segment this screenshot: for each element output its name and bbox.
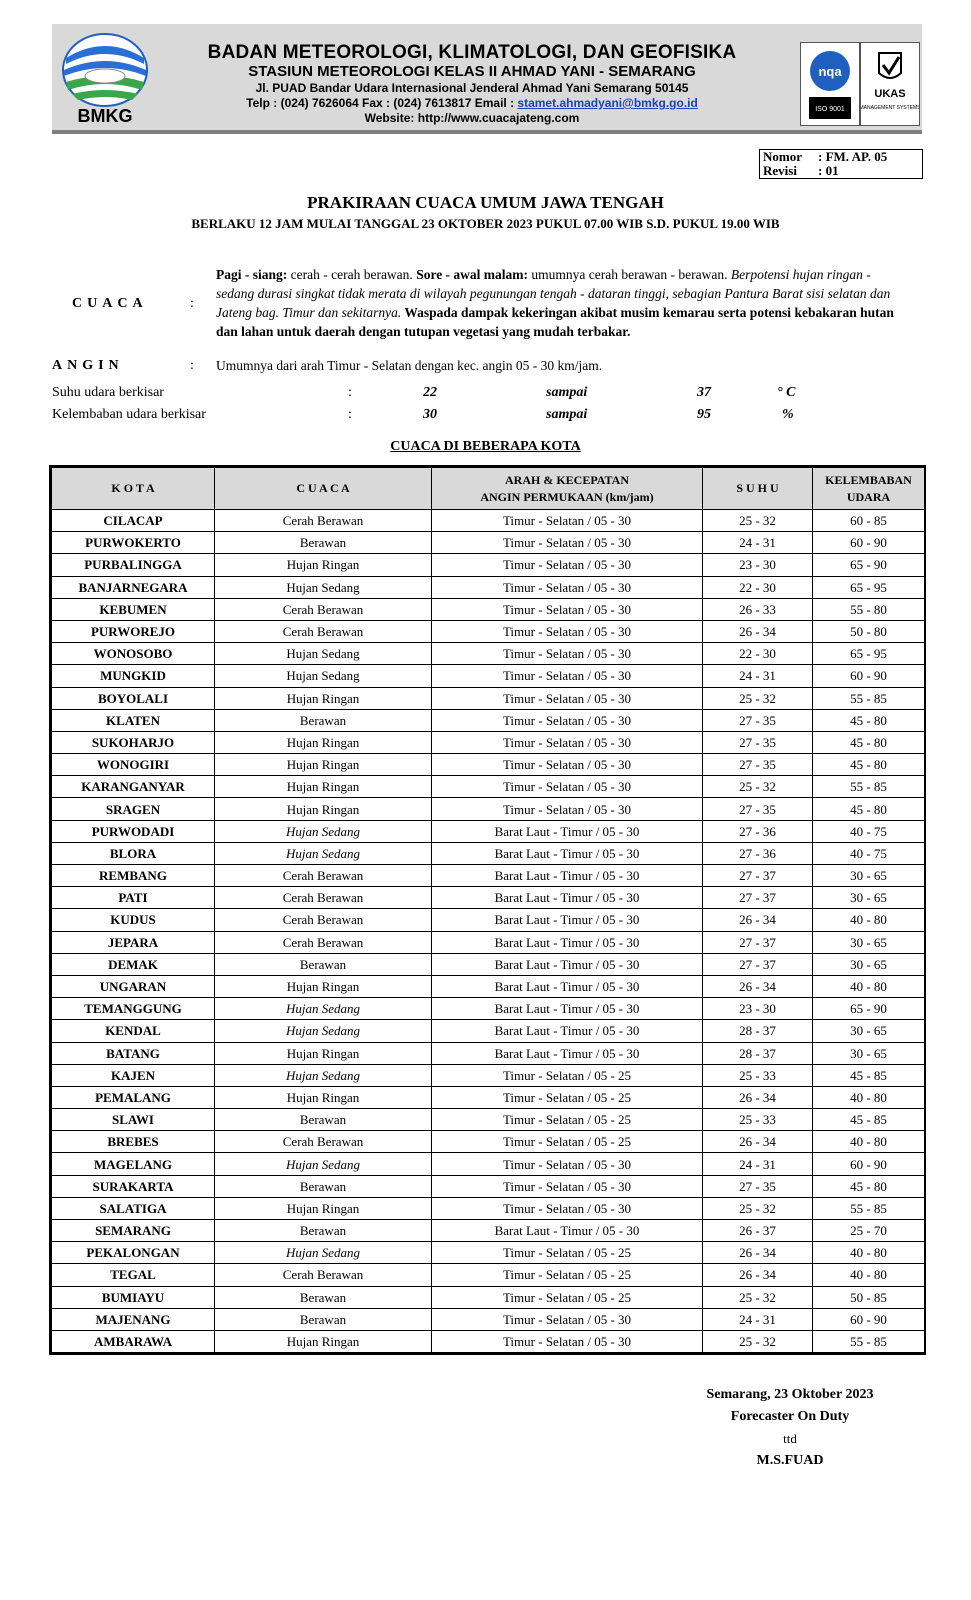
city-name: PURWODADI: [52, 820, 215, 842]
weather-condition: Hujan Sedang: [215, 665, 432, 687]
humidity-range: 30 - 65: [813, 1020, 925, 1042]
city-name: PATI: [52, 887, 215, 909]
nqa-text: nqa: [818, 64, 842, 79]
humidity-range: 55 - 85: [813, 776, 925, 798]
humidity-range: 30 - 65: [813, 865, 925, 887]
humidity-range: 40 - 80: [813, 1264, 925, 1286]
table-row: [52, 1042, 925, 1064]
temperature-range: 22 - 30: [703, 576, 813, 598]
humidity-range: 55 - 85: [813, 1330, 925, 1352]
wind-direction-speed: Timur - Selatan / 05 - 25: [432, 1086, 703, 1108]
city-name: MAGELANG: [52, 1153, 215, 1175]
weather-condition: Berawan: [215, 953, 432, 975]
humidity-range: 60 - 90: [813, 532, 925, 554]
table-row: [52, 598, 925, 620]
city-name: BLORA: [52, 842, 215, 864]
wind-direction-speed: Barat Laut - Timur / 05 - 30: [432, 865, 703, 887]
table-row: [52, 1020, 925, 1042]
cuaca-label: CUACA: [72, 296, 148, 311]
revisi-value: : 01: [818, 163, 839, 178]
humidity-range: 45 - 85: [813, 1109, 925, 1131]
city-weather-table: [49, 465, 926, 1355]
wind-direction-speed: Timur - Selatan / 05 - 30: [432, 798, 703, 820]
table-row: [52, 931, 925, 953]
rain-potential-text: Berpotensi hujan ringan - sedang durasi singkat tidak merata di wilayah pegunungan tengah - dataran tinggi, sebagian Pantura Barat sisi selatan dan Jateng bag. Timur dan sekitarnya.: [216, 267, 891, 320]
document-reference-box: [759, 149, 923, 179]
weather-condition: Cerah Berawan: [215, 1131, 432, 1153]
wind-direction-speed: Timur - Selatan / 05 - 30: [432, 620, 703, 642]
bmkg-logo-text: BMKG: [77, 106, 133, 126]
city-name: MUNGKID: [52, 665, 215, 687]
temperature-range: 27 - 37: [703, 931, 813, 953]
pagi-siang-text: cerah - cerah berawan.: [287, 267, 417, 282]
drought-warning-text: Waspada dampak kekeringan akibat musim kemarau serta potensi kebakaran hutan dan lahan untuk daerah dengan tutupan vegetasi yang mudah terbakar.: [216, 305, 894, 339]
table-row: [52, 887, 925, 909]
kelembaban-sampai: sampai: [546, 407, 588, 422]
suhu-sampai: sampai: [546, 385, 588, 400]
validity-period: BERLAKU 12 JAM MULAI TANGGAL 23 OKTOBER 2023 PUKUL 07.00 WIB S.D. PUKUL 19.00 WIB: [191, 216, 780, 231]
wind-direction-speed: Barat Laut - Timur / 05 - 30: [432, 975, 703, 997]
table-row: [52, 1109, 925, 1131]
city-name: PEKALONGAN: [52, 1242, 215, 1264]
humidity-range: 50 - 85: [813, 1286, 925, 1308]
temperature-range: 26 - 34: [703, 1131, 813, 1153]
weather-condition: Cerah Berawan: [215, 1264, 432, 1286]
temperature-range: 25 - 32: [703, 1330, 813, 1352]
weather-condition: Cerah Berawan: [215, 909, 432, 931]
temperature-range: 24 - 31: [703, 1153, 813, 1175]
nomor-label: Nomor: [763, 149, 802, 164]
temperature-range: 24 - 31: [703, 665, 813, 687]
ukas-certificate-icon: [860, 42, 920, 126]
city-name: SLAWI: [52, 1109, 215, 1131]
table-row: [52, 510, 925, 532]
weather-condition: Berawan: [215, 709, 432, 731]
humidity-range: 45 - 80: [813, 754, 925, 776]
suhu-label: Suhu udara berkisar: [52, 385, 164, 400]
city-name: BANJARNEGARA: [52, 576, 215, 598]
wind-direction-speed: Barat Laut - Timur / 05 - 30: [432, 953, 703, 975]
weather-condition: Berawan: [215, 1175, 432, 1197]
humidity-range: 40 - 80: [813, 1131, 925, 1153]
humidity-range: 60 - 90: [813, 1153, 925, 1175]
table-row: [52, 798, 925, 820]
weather-condition: Hujan Sedang: [215, 842, 432, 864]
table-row: [52, 820, 925, 842]
temperature-range: 27 - 37: [703, 865, 813, 887]
temperature-range: 27 - 35: [703, 754, 813, 776]
city-name: KENDAL: [52, 1020, 215, 1042]
wind-direction-speed: Barat Laut - Timur / 05 - 30: [432, 931, 703, 953]
temperature-range: 26 - 34: [703, 1086, 813, 1108]
city-name: MAJENANG: [52, 1308, 215, 1330]
table-row: [52, 842, 925, 864]
humidity-range: 60 - 90: [813, 1308, 925, 1330]
weather-condition: Hujan Sedang: [215, 820, 432, 842]
wind-direction-speed: Timur - Selatan / 05 - 30: [432, 554, 703, 576]
table-row: [52, 754, 925, 776]
humidity-range: 40 - 75: [813, 842, 925, 864]
wind-direction-speed: Barat Laut - Timur / 05 - 30: [432, 887, 703, 909]
city-name: TEMANGGUNG: [52, 998, 215, 1020]
temperature-range: 25 - 32: [703, 687, 813, 709]
humidity-range: 55 - 85: [813, 1197, 925, 1219]
weather-condition: Berawan: [215, 1220, 432, 1242]
temperature-range: 27 - 35: [703, 709, 813, 731]
temperature-range: 25 - 33: [703, 1064, 813, 1086]
wind-direction-speed: Timur - Selatan / 05 - 25: [432, 1286, 703, 1308]
wind-direction-speed: Timur - Selatan / 05 - 30: [432, 1153, 703, 1175]
weather-condition: Cerah Berawan: [215, 887, 432, 909]
table-row: [52, 665, 925, 687]
wind-direction-speed: Barat Laut - Timur / 05 - 30: [432, 1220, 703, 1242]
temperature-range: 28 - 37: [703, 1042, 813, 1064]
humidity-range: 30 - 65: [813, 953, 925, 975]
wind-direction-speed: Timur - Selatan / 05 - 30: [432, 1175, 703, 1197]
letterhead: [52, 24, 922, 134]
wind-direction-speed: Timur - Selatan / 05 - 25: [432, 1064, 703, 1086]
wind-direction-speed: Barat Laut - Timur / 05 - 30: [432, 998, 703, 1020]
table-row: [52, 1086, 925, 1108]
table-row: [52, 620, 925, 642]
temperature-range: 25 - 33: [703, 1109, 813, 1131]
weather-condition: Cerah Berawan: [215, 510, 432, 532]
city-name: PURWOKERTO: [52, 532, 215, 554]
table-row: [52, 643, 925, 665]
temperature-range: 27 - 35: [703, 1175, 813, 1197]
signature-block: [680, 1384, 900, 1472]
weather-condition: Hujan Sedang: [215, 643, 432, 665]
wind-direction-speed: Timur - Selatan / 05 - 30: [432, 1330, 703, 1352]
temperature-range: 26 - 37: [703, 1220, 813, 1242]
table-row: [52, 776, 925, 798]
temperature-range: 22 - 30: [703, 643, 813, 665]
weather-condition: Hujan Ringan: [215, 731, 432, 753]
humidity-range: 45 - 80: [813, 798, 925, 820]
weather-condition: Hujan Ringan: [215, 754, 432, 776]
city-name: TEGAL: [52, 1264, 215, 1286]
ttd-mark: ttd: [783, 1431, 797, 1446]
wind-direction-speed: Timur - Selatan / 05 - 30: [432, 665, 703, 687]
wind-direction-speed: Timur - Selatan / 05 - 30: [432, 532, 703, 554]
wind-direction-speed: Timur - Selatan / 05 - 30: [432, 1308, 703, 1330]
table-row: [52, 576, 925, 598]
table-row: [52, 1220, 925, 1242]
humidity-range: 40 - 80: [813, 975, 925, 997]
city-name: SEMARANG: [52, 1220, 215, 1242]
weather-condition: Berawan: [215, 1286, 432, 1308]
humidity-range: 45 - 85: [813, 1064, 925, 1086]
wind-direction-speed: Timur - Selatan / 05 - 30: [432, 754, 703, 776]
weather-condition: Berawan: [215, 1109, 432, 1131]
table-row: [52, 975, 925, 997]
temperature-range: 26 - 34: [703, 909, 813, 931]
temperature-range: 26 - 34: [703, 975, 813, 997]
table-row: [52, 865, 925, 887]
wind-direction-speed: Barat Laut - Timur / 05 - 30: [432, 1042, 703, 1064]
temperature-range: 27 - 36: [703, 820, 813, 842]
city-name: WONOGIRI: [52, 754, 215, 776]
weather-condition: Hujan Sedang: [215, 576, 432, 598]
temperature-range: 27 - 35: [703, 731, 813, 753]
humidity-range: 45 - 80: [813, 1175, 925, 1197]
city-name: SRAGEN: [52, 798, 215, 820]
wind-direction-speed: Timur - Selatan / 05 - 25: [432, 1131, 703, 1153]
weather-condition: Cerah Berawan: [215, 931, 432, 953]
weather-condition: Hujan Sedang: [215, 1153, 432, 1175]
city-name: SALATIGA: [52, 1197, 215, 1219]
temperature-range: 24 - 31: [703, 1308, 813, 1330]
angin-description: Umumnya dari arah Timur - Selatan dengan kec. angin 05 - 30 km/jam.: [216, 358, 603, 373]
nqa-iso-certificate-icon: [800, 42, 860, 126]
wind-direction-speed: Barat Laut - Timur / 05 - 30: [432, 909, 703, 931]
city-name: SURAKARTA: [52, 1175, 215, 1197]
angin-label: ANGIN: [52, 358, 124, 373]
table-row: [52, 1175, 925, 1197]
header-angin-line2: ANGIN PERMUKAAN (km/jam): [480, 489, 654, 504]
city-name: WONOSOBO: [52, 643, 215, 665]
wind-direction-speed: Timur - Selatan / 05 - 30: [432, 709, 703, 731]
city-name: UNGARAN: [52, 975, 215, 997]
humidity-range: 65 - 90: [813, 998, 925, 1020]
city-name: JEPARA: [52, 931, 215, 953]
city-name: BREBES: [52, 1131, 215, 1153]
forecaster-name: M.S.FUAD: [756, 1453, 824, 1468]
humidity-range: 50 - 80: [813, 620, 925, 642]
agency-name: BADAN METEOROLOGI, KLIMATOLOGI, DAN GEOFISIKA: [207, 42, 737, 63]
header-cuaca: C U A C A: [215, 468, 432, 510]
station-name: STASIUN METEOROLOGI KELAS II AHMAD YANI - SEMARANG: [248, 63, 696, 80]
suhu-min: 22: [423, 385, 437, 400]
cuaca-colon: :: [190, 296, 194, 311]
table-row: [52, 1064, 925, 1086]
weather-condition: Cerah Berawan: [215, 865, 432, 887]
wind-direction-speed: Timur - Selatan / 05 - 25: [432, 1264, 703, 1286]
revisi-label: Revisi: [763, 163, 797, 178]
suhu-colon: :: [348, 385, 352, 400]
city-name: KARANGANYAR: [52, 776, 215, 798]
wind-direction-speed: Barat Laut - Timur / 05 - 30: [432, 820, 703, 842]
table-title: CUACA DI BEBERAPA KOTA: [390, 439, 581, 454]
temperature-range: 25 - 32: [703, 1286, 813, 1308]
city-name: SUKOHARJO: [52, 731, 215, 753]
humidity-range: 65 - 95: [813, 576, 925, 598]
table-row: [52, 687, 925, 709]
ukas-sub-text: MANAGEMENT SYSTEMS: [861, 105, 919, 111]
wind-direction-speed: Timur - Selatan / 05 - 30: [432, 776, 703, 798]
wind-direction-speed: Barat Laut - Timur / 05 - 30: [432, 1020, 703, 1042]
bmkg-logo: [60, 30, 150, 126]
website[interactable]: Website: http://www.cuacajateng.com: [364, 111, 580, 125]
ukas-text: UKAS: [874, 88, 906, 100]
weather-condition: Cerah Berawan: [215, 620, 432, 642]
temperature-range: 23 - 30: [703, 998, 813, 1020]
weather-condition: Hujan Ringan: [215, 1086, 432, 1108]
sore-malam-label: Sore - awal malam:: [416, 267, 529, 282]
weather-condition: Hujan Ringan: [215, 1197, 432, 1219]
wind-direction-speed: Timur - Selatan / 05 - 30: [432, 643, 703, 665]
humidity-range: 30 - 65: [813, 1042, 925, 1064]
table-row: [52, 1197, 925, 1219]
city-name: PEMALANG: [52, 1086, 215, 1108]
temperature-range: 26 - 34: [703, 620, 813, 642]
wind-direction-speed: Timur - Selatan / 05 - 25: [432, 1109, 703, 1131]
humidity-range: 40 - 80: [813, 1086, 925, 1108]
kelembaban-max: 95: [697, 407, 711, 422]
table-header-row: [52, 468, 925, 510]
pagi-siang-label: Pagi - siang:: [216, 267, 288, 282]
header-angin: [432, 468, 703, 510]
wind-direction-speed: Timur - Selatan / 05 - 30: [432, 598, 703, 620]
header-suhu: S U H U: [703, 468, 813, 510]
angin-colon: :: [190, 358, 194, 373]
table-row: [52, 1286, 925, 1308]
email-link[interactable]: stamet.ahmadyani@bmkg.go.id: [517, 96, 698, 110]
humidity-range: 60 - 90: [813, 665, 925, 687]
table-row: [52, 998, 925, 1020]
kelembaban-label: Kelembaban udara berkisar: [52, 407, 206, 422]
temperature-range: 26 - 33: [703, 598, 813, 620]
humidity-range: 55 - 80: [813, 598, 925, 620]
temperature-range: 25 - 32: [703, 1197, 813, 1219]
humidity-range: 45 - 80: [813, 709, 925, 731]
temperature-range: 27 - 36: [703, 842, 813, 864]
iso-text: ISO 9001: [815, 106, 845, 113]
header-kota: K O T A: [52, 468, 215, 510]
humidity-range: 65 - 95: [813, 643, 925, 665]
wind-direction-speed: Timur - Selatan / 05 - 30: [432, 731, 703, 753]
city-name: BUMIAYU: [52, 1286, 215, 1308]
weather-condition: Hujan Sedang: [215, 1064, 432, 1086]
weather-condition: Berawan: [215, 532, 432, 554]
kelembaban-colon: :: [348, 407, 352, 422]
weather-condition: Hujan Ringan: [215, 798, 432, 820]
humidity-range: 65 - 90: [813, 554, 925, 576]
table-row: [52, 953, 925, 975]
phone-fax: Telp : (024) 7626064 Fax : (024) 7613817 Email :: [246, 96, 518, 110]
wind-direction-speed: Timur - Selatan / 05 - 30: [432, 1197, 703, 1219]
city-name: KLATEN: [52, 709, 215, 731]
table-row: [52, 1330, 925, 1352]
temperature-range: 23 - 30: [703, 554, 813, 576]
table-row: [52, 1242, 925, 1264]
weather-condition: Cerah Berawan: [215, 598, 432, 620]
weather-condition: Hujan Ringan: [215, 1330, 432, 1352]
weather-condition: Hujan Sedang: [215, 998, 432, 1020]
city-name: CILACAP: [52, 510, 215, 532]
temperature-range: 26 - 34: [703, 1242, 813, 1264]
wind-direction-speed: Timur - Selatan / 05 - 30: [432, 687, 703, 709]
table-row: [52, 1264, 925, 1286]
city-name: DEMAK: [52, 953, 215, 975]
humidity-range: 30 - 65: [813, 931, 925, 953]
weather-condition: Hujan Sedang: [215, 1020, 432, 1042]
humidity-range: 45 - 80: [813, 731, 925, 753]
sore-malam-text: umumnya cerah berawan - berawan.: [528, 267, 731, 282]
page-title: PRAKIRAAN CUACA UMUM JAWA TENGAH: [307, 193, 664, 212]
city-name: KEBUMEN: [52, 598, 215, 620]
header-kelembaban: [813, 468, 925, 510]
city-name: REMBANG: [52, 865, 215, 887]
humidity-range: 25 - 70: [813, 1220, 925, 1242]
header-kelembaban-line2: UDARA: [846, 489, 891, 504]
header-angin-line1: ARAH & KECEPATAN: [505, 472, 629, 487]
wind-direction-speed: Timur - Selatan / 05 - 25: [432, 1242, 703, 1264]
temperature-range: 26 - 34: [703, 1264, 813, 1286]
table-row: [52, 1153, 925, 1175]
forecaster-role: Forecaster On Duty: [730, 1409, 850, 1424]
temperature-range: 25 - 32: [703, 510, 813, 532]
kelembaban-unit: %: [782, 407, 794, 422]
weather-condition: Hujan Ringan: [215, 687, 432, 709]
contact-line: [152, 96, 792, 111]
suhu-max: 37: [697, 385, 711, 400]
temperature-range: 24 - 31: [703, 532, 813, 554]
city-name: KUDUS: [52, 909, 215, 931]
header-kelembaban-line1: KELEMBABAN: [825, 472, 912, 487]
table-row: [52, 554, 925, 576]
weather-condition: Hujan Ringan: [215, 975, 432, 997]
kelembaban-min: 30: [423, 407, 437, 422]
weather-condition: Hujan Ringan: [215, 1042, 432, 1064]
weather-condition: Berawan: [215, 1308, 432, 1330]
weather-condition: Hujan Sedang: [215, 1242, 432, 1264]
humidity-range: 40 - 75: [813, 820, 925, 842]
humidity-range: 60 - 85: [813, 510, 925, 532]
address: Jl. PUAD Bandar Udara Internasional Jenderal Ahmad Yani Semarang 50145: [255, 81, 689, 95]
temperature-range: 28 - 37: [703, 1020, 813, 1042]
city-name: AMBARAWA: [52, 1330, 215, 1352]
temperature-range: 25 - 32: [703, 776, 813, 798]
table-row: [52, 731, 925, 753]
cuaca-description: [216, 265, 906, 341]
humidity-range: 40 - 80: [813, 1242, 925, 1264]
table-row: [52, 909, 925, 931]
weather-condition: Hujan Ringan: [215, 776, 432, 798]
city-name: PURBALINGGA: [52, 554, 215, 576]
wind-direction-speed: Barat Laut - Timur / 05 - 30: [432, 842, 703, 864]
table-row: [52, 1308, 925, 1330]
city-name: KAJEN: [52, 1064, 215, 1086]
suhu-unit: ° C: [777, 385, 796, 400]
city-name: PURWOREJO: [52, 620, 215, 642]
table-row: [52, 532, 925, 554]
temperature-range: 27 - 35: [703, 798, 813, 820]
weather-condition: Hujan Ringan: [215, 554, 432, 576]
wind-direction-speed: Timur - Selatan / 05 - 30: [432, 576, 703, 598]
city-name: BATANG: [52, 1042, 215, 1064]
humidity-range: 55 - 85: [813, 687, 925, 709]
temperature-range: 27 - 37: [703, 953, 813, 975]
city-name: BOYOLALI: [52, 687, 215, 709]
wind-direction-speed: Timur - Selatan / 05 - 30: [432, 510, 703, 532]
humidity-range: 40 - 80: [813, 909, 925, 931]
table-row: [52, 709, 925, 731]
table-row: [52, 1131, 925, 1153]
humidity-range: 30 - 65: [813, 887, 925, 909]
temperature-range: 27 - 37: [703, 887, 813, 909]
place-date: Semarang, 23 Oktober 2023: [706, 1387, 874, 1402]
nomor-value: : FM. AP. 05: [818, 149, 888, 164]
